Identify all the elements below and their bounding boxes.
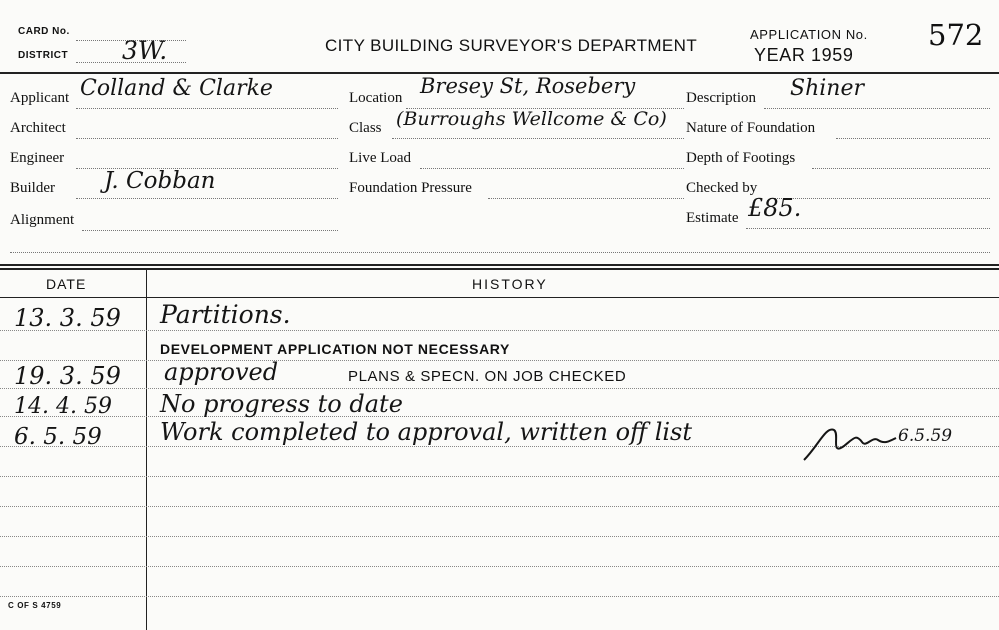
history-entry-date: 6. 5. 59	[14, 424, 102, 450]
history-line	[0, 360, 999, 361]
history-line	[0, 566, 999, 567]
department-title: CITY BUILDING SURVEYOR'S DEPARTMENT	[325, 36, 698, 55]
signature-scrawl	[800, 416, 900, 468]
date-column-header: DATE	[46, 276, 87, 292]
alignment-label: Alignment	[10, 212, 75, 228]
location-value: Bresey St, Rosebery	[420, 74, 636, 98]
history-entry-stamp: PLANS & SPECN. ON JOB CHECKED	[348, 368, 627, 385]
history-entry-text: approved	[164, 358, 279, 386]
foundation-pressure-label: Foundation Pressure	[349, 180, 472, 196]
history-entry-text: Partitions.	[160, 300, 291, 329]
history-entry-stamp: DEVELOPMENT APPLICATION NOT NECESSARY	[160, 341, 510, 357]
builder-value: J. Cobban	[104, 168, 216, 194]
history-entry-signature-date: 6.5.59	[898, 426, 953, 446]
live-load-label: Live Load	[349, 150, 412, 166]
history-entry-text: Work completed to approval, written off list	[160, 418, 693, 446]
history-header-rule	[0, 297, 999, 298]
estimate-label: Estimate	[686, 210, 739, 226]
history-column-header: HISTORY	[472, 276, 548, 292]
history-line	[0, 536, 999, 537]
checked-by-label: Checked by	[686, 180, 758, 196]
location-label: Location	[349, 90, 403, 106]
history-line	[0, 506, 999, 507]
history-line	[0, 596, 999, 597]
architect-label: Architect	[10, 120, 66, 136]
history-line	[0, 476, 999, 477]
history-rule-top-2	[0, 268, 999, 270]
application-number: 572	[928, 18, 984, 52]
history-entry-date: 13. 3. 59	[14, 304, 121, 332]
engineer-label: Engineer	[10, 150, 65, 166]
year-label: YEAR 1959	[754, 45, 854, 65]
applicant-label: Applicant	[10, 90, 70, 106]
builder-label: Builder	[10, 180, 55, 196]
date-column-divider	[146, 270, 147, 630]
history-entry-text: No progress to date	[160, 390, 403, 418]
nature-of-foundation-label: Nature of Foundation	[686, 120, 816, 136]
estimate-value: £85.	[748, 194, 802, 222]
history-entry-date: 19. 3. 59	[14, 362, 121, 390]
class-value: (Burroughs Wellcome & Co)	[396, 108, 667, 130]
application-no-label: APPLICATION No.	[750, 27, 868, 42]
district-value: 3W.	[122, 36, 168, 65]
card-no-label: CARD No.	[18, 26, 70, 37]
description-value: Shiner	[790, 76, 864, 101]
history-rule-top	[0, 264, 999, 266]
history-line	[0, 330, 999, 331]
district-label: DISTRICT	[18, 50, 69, 61]
form-code: C OF S 4759	[8, 601, 62, 610]
depth-of-footings-label: Depth of Footings	[686, 150, 796, 166]
class-label: Class	[349, 120, 382, 136]
description-label: Description	[686, 90, 756, 106]
history-entry-date: 14. 4. 59	[14, 394, 112, 419]
history-line	[0, 388, 999, 389]
applicant-value: Colland & Clarke	[80, 76, 273, 101]
